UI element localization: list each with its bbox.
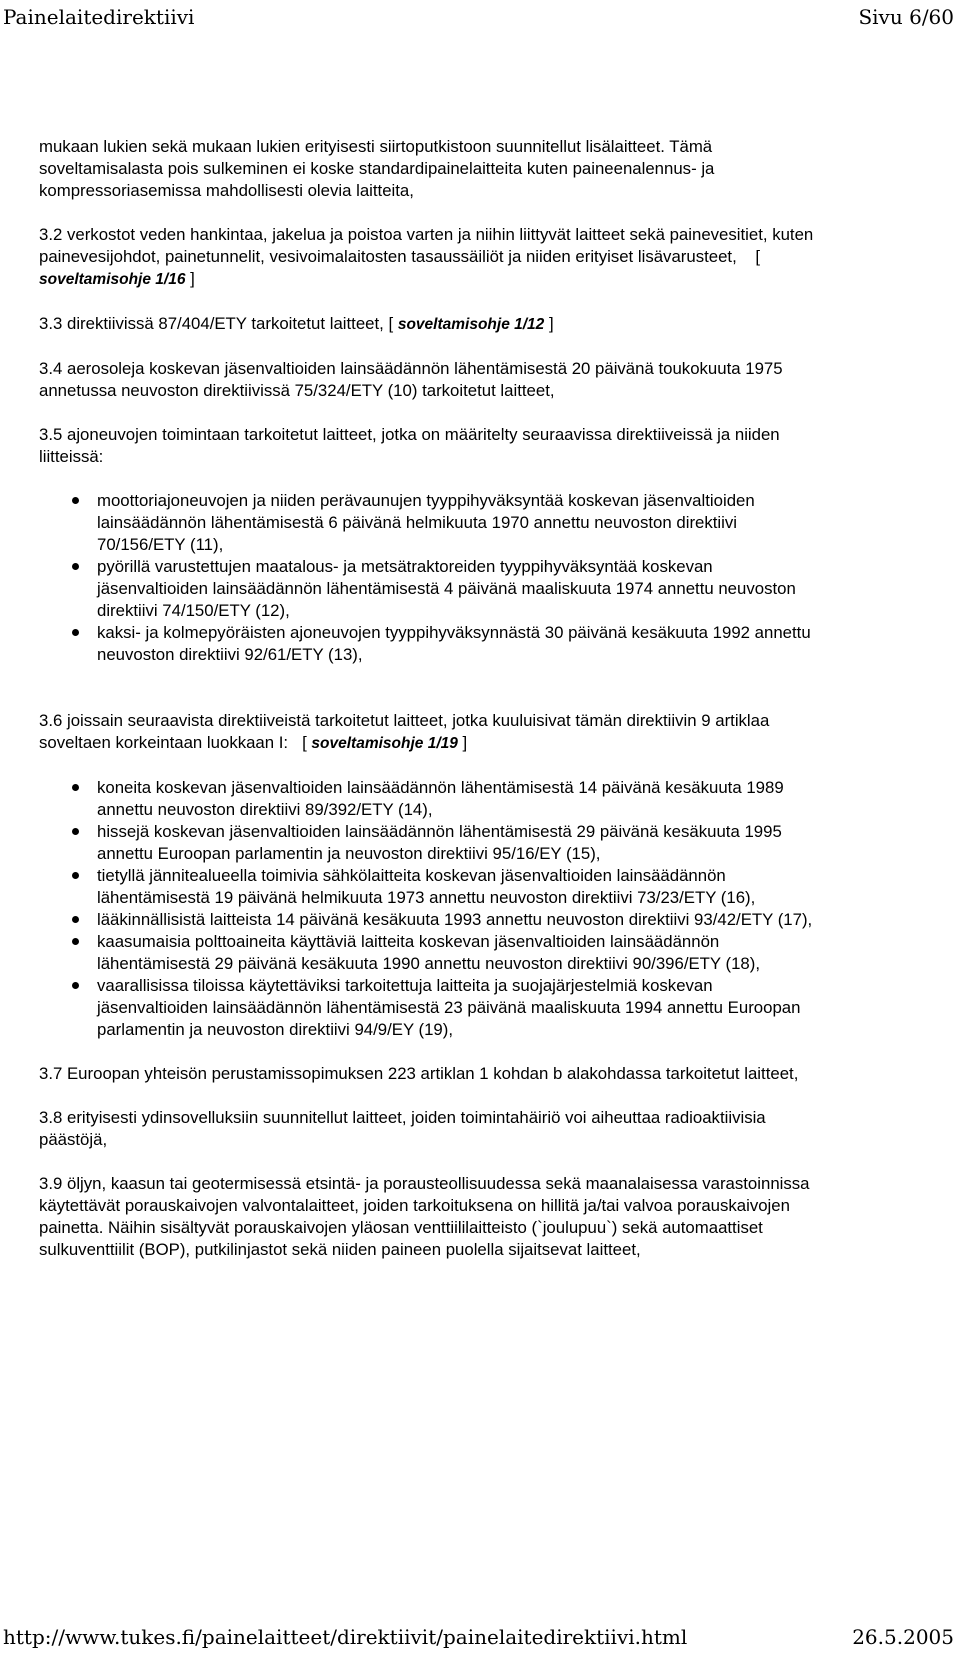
section-3-3: 3.3 direktiivissä 87/404/ETY tarkoitetut laitteet, [ soveltamisohje 1/12 ] [39, 314, 554, 333]
section-3-5: 3.5 ajoneuvojen toimintaan tarkoitetut laitteet, jotka on määritelty seuraavissa direktiiveissä ja niiden liitteissä: [39, 425, 780, 466]
section-3-9: 3.9 öljyn, kaasun tai geotermisessä etsintä- ja porausteollisuudessa sekä maanalaisessa varastoinnissa käytettävät porauskaivojen valvontalaitteet, joiden tarkoituksena on hillitä ja/tai valvoa porauskaivojen painetta. Näihin sisältyvät porauskaivojen yläosan venttiililaitteisto (`joulupuu`) sekä automaattiset sulkuventtiilit (BOP), putkilinjastot sekä niiden paineen puolella sijaitsevat laitteet, [39, 1174, 810, 1259]
bullet-icon [72, 916, 79, 923]
section-3-7: 3.7 Euroopan yhteisön perustamissopimuksen 223 artiklan 1 kohdan b alakohdassa tarkoitetut laitteet, [39, 1064, 799, 1083]
section-3-6: 3.6 joissain seuraavista direktiiveistä tarkoitetut laitteet, jotka kuuluisivat tämän direktiivin 9 artiklaa soveltaen korkeintaan luokkaan I: [ soveltamisohje 1/19 ] [39, 711, 770, 752]
section-3-6-text: 3.6 joissain seuraavista direktiiveistä tarkoitetut laitteet, jotka kuuluisivat tämän direktiivin 9 artiklaa soveltaen korkeintaan luokkaan I: [39, 711, 770, 752]
document-body [39, 136, 819, 1261]
section-3-2-text: 3.2 verkostot veden hankintaa, jakelua ja poistoa varten ja niihin liittyvät laitteet sekä painevesitiet, kuten painevesijohdot, painetunnelit, vesivoimalaitosten tasaussäiliöt ja niiden erityiset lisävarusteet, [39, 225, 814, 266]
section-3-4: 3.4 aerosoleja koskevan jäsenvaltioiden lainsäädännön lähentämisestä 20 päivänä toukokuuta 1975 annetussa neuvoston direktiivissä 75/324/ETY (10) tarkoitetut laitteet, [39, 359, 783, 400]
bullet-icon [72, 828, 79, 835]
bullet-icon [72, 497, 79, 504]
list-item: lääkinnällisistä laitteista 14 päivänä kesäkuuta 1993 annettu neuvoston direktiivi 93/42/ETY (17), [39, 909, 819, 931]
bullet-icon [72, 872, 79, 879]
bullet-icon [72, 982, 79, 989]
page-header [0, 0, 960, 34]
section-3-8: 3.8 erityisesti ydinsovelluksiin suunnitellut laitteet, joiden toimintahäiriö voi aiheuttaa radioaktiivisia päästöjä, [39, 1108, 766, 1149]
page-number: Sivu 6/60 [858, 5, 954, 29]
section-3-2: 3.2 verkostot veden hankintaa, jakelua ja poistoa varten ja niihin liittyvät laitteet sekä painevesitiet, kuten painevesijohdot, painetunnelit, vesivoimalaitosten tasaussäiliöt ja niiden erityiset lisävarusteet, [ soveltamisohje 1/16 ] [39, 225, 814, 288]
page-footer [0, 1620, 960, 1654]
list-item: hissejä koskevan jäsenvaltioiden lainsäädännön lähentämisestä 29 päivänä kesäkuuta 1995 annettu Euroopan parlamentin ja neuvoston direktiivi 95/16/EY (15), [39, 821, 819, 865]
bullet-icon [72, 784, 79, 791]
section-3-6-list [39, 777, 819, 1041]
list-item: kaksi- ja kolmepyöräisten ajoneuvojen tyyppihyväksynnästä 30 päivänä kesäkuuta 1992 annettu neuvoston direktiivi 92/61/ETY (13), [39, 622, 819, 666]
section-3-5-list [39, 490, 819, 666]
bullet-icon [72, 563, 79, 570]
list-item: vaarallisissa tiloissa käytettäviksi tarkoitettuja laitteita ja suojajärjestelmiä koskevan jäsenvaltioiden lainsäädännön lähentämisestä 23 päivänä maaliskuuta 1994 annettu Euroopan parlamentin ja neuvoston direktiivi 94/9/EY (19), [39, 975, 819, 1041]
list-item: kaasumaisia polttoaineita käyttäviä laitteita koskevan jäsenvaltioiden lainsäädännön lähentämisestä 29 päivänä kesäkuuta 1990 annettu neuvoston direktiivi 90/396/ETY (18), [39, 931, 819, 975]
list-item: pyörillä varustettujen maatalous- ja metsätraktoreiden tyyppihyväksyntää koskevan jäsenvaltioiden lainsäädännön lähentämisestä 4 päivänä maaliskuuta 1974 annettu neuvoston direktiivi 74/150/ETY (12), [39, 556, 819, 622]
intro-paragraph: mukaan lukien sekä mukaan lukien erityisesti siirtoputkistoon suunnitellut lisälaitteet. Tämä soveltamisalasta pois sulkeminen ei koske standardipainelaitteita kuten paineenalennus- ja kompressoriasemissa mahdollisesti olevia laitteita, [39, 137, 715, 200]
list-item: koneita koskevan jäsenvaltioiden lainsäädännön lähentämisestä 14 päivänä kesäkuuta 1989 annettu neuvoston direktiivi 89/392/ETY (14), [39, 777, 819, 821]
bullet-icon [72, 629, 79, 636]
source-url: http://www.tukes.fi/painelaitteet/direktiivit/painelaitedirektiivi.html [3, 1625, 688, 1649]
list-item: tietyllä jännitealueella toimivia sähkölaitteita koskevan jäsenvaltioiden lainsäädännön lähentämisestä 19 päivänä helmikuuta 1973 annettu neuvoston direktiivi 73/23/ETY (16), [39, 865, 819, 909]
bullet-icon [72, 938, 79, 945]
list-item: moottoriajoneuvojen ja niiden perävaunujen tyyppihyväksyntää koskevan jäsenvaltioiden lainsäädännön lähentämisestä 6 päivänä helmikuuta 1970 annettu neuvoston direktiivi 70/156/ETY (11), [39, 490, 819, 556]
document-title: Painelaitedirektiivi [3, 5, 195, 29]
section-3-3-text: 3.3 direktiivissä 87/404/ETY tarkoitetut laitteet, [39, 314, 384, 333]
guideline-link-1-12[interactable]: soveltamisohje 1/12 [397, 316, 545, 333]
guideline-link-1-19[interactable]: soveltamisohje 1/19 [311, 735, 458, 752]
guideline-link-1-16[interactable]: soveltamisohje 1/16 [39, 271, 186, 288]
print-date: 26.5.2005 [852, 1625, 954, 1649]
